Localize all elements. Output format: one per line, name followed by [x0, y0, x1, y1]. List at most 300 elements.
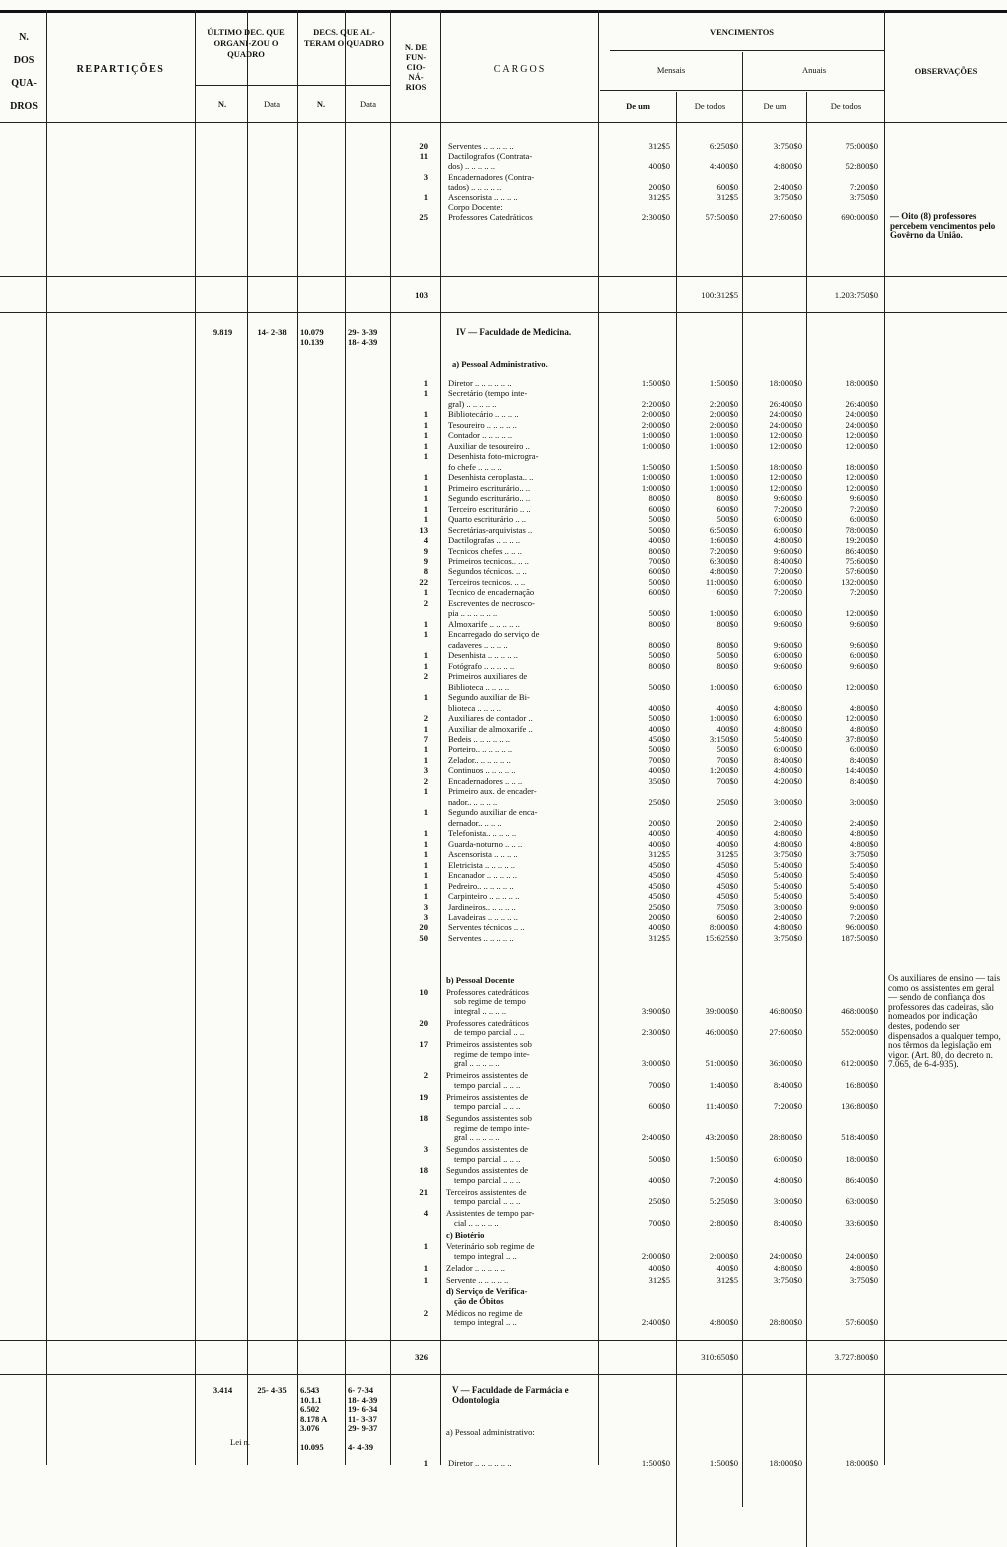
cell-cargo: Tesoureiro .. .. .. .. .. — [448, 419, 517, 430]
section2-subtitle: a) Pessoal Administrativo. — [452, 359, 548, 369]
table-row — [0, 662, 1007, 671]
cell-mensal-de-um: 450$0 — [648, 870, 670, 881]
table-row — [0, 1040, 1007, 1069]
cell-mensal-de-um: 500$0 — [648, 514, 670, 525]
cell-cargo: Primeiros assistentes de — [446, 1091, 529, 1102]
table-row — [0, 1287, 1007, 1306]
cell-mensal-de-um: 2:400$0 — [641, 1317, 670, 1328]
cell-quantity: 21 — [419, 1186, 428, 1197]
cell-quantity: 1 — [423, 1262, 428, 1273]
table-row — [0, 745, 1007, 754]
cell-anual-de-um: 5:400$0 — [773, 870, 802, 881]
cell-anual-de-um: 12:000$0 — [769, 440, 802, 451]
col-header-n-dos-quadros — [2, 26, 46, 118]
cell-anual-de-todos: 7:200$0 — [849, 911, 878, 922]
cell-anual-de-todos: 33:600$0 — [845, 1217, 878, 1228]
cell-cargo: Jardineiros.. .. .. .. .. — [448, 901, 516, 912]
cell-mensal-de-todos: 8:000$0 — [709, 922, 738, 933]
cell-anual-de-todos: 96:000$0 — [845, 922, 878, 933]
cell-mensal-de-todos: 1:000$0 — [709, 482, 738, 493]
cell-mensal-de-todos: 1:000$0 — [709, 430, 738, 441]
cell-cargo: Primeiros assistentes sob — [446, 1039, 532, 1050]
cell-quantity: 2 — [423, 597, 428, 608]
cell-anual-de-um: 6:000$0 — [773, 1153, 802, 1164]
cell-anual-de-um: 6:000$0 — [773, 744, 802, 755]
cell-quantity: 2 — [423, 671, 428, 682]
cell-cargo: Porteiro.. .. .. .. .. .. — [448, 744, 513, 755]
table-row — [0, 536, 1007, 545]
cell-cargo: tempo integral .. .. — [454, 1317, 517, 1328]
table-row — [0, 777, 1007, 786]
cell-quantity: 1 — [423, 192, 428, 202]
cell-cargo: Segundo escriturário.. .. — [448, 493, 531, 504]
table-row — [0, 1231, 1007, 1241]
cell-anual-de-um: 9:600$0 — [773, 639, 802, 650]
cell-anual-de-todos: 63:000$0 — [845, 1196, 878, 1207]
cell-mensal-de-um: 600$0 — [648, 566, 670, 577]
cell-anual-de-todos: 12:000$0 — [845, 482, 878, 493]
cell-anual-de-todos: 5:400$0 — [849, 880, 878, 891]
table-row — [0, 693, 1007, 702]
cell-cargo: Desenhista .. .. .. .. .. — [448, 650, 518, 661]
cell-quantity: 1 — [423, 870, 428, 881]
table-row — [0, 162, 1007, 171]
cell-mensal-de-um: 400$0 — [648, 535, 670, 546]
table-row — [0, 1093, 1007, 1112]
cell-anual-de-todos: 8:400$0 — [849, 754, 878, 765]
col-header-mensais: Mensais — [656, 65, 686, 75]
section2-dec-number: 9.819 — [212, 327, 233, 337]
cell-anual-de-todos: 12:000$0 — [845, 713, 878, 724]
cell-anual-de-um: 24:000$0 — [769, 1250, 802, 1261]
cell-mensal-de-um: 400$0 — [648, 1262, 670, 1273]
cell-cargo: Segundos técnicos. .. .. — [448, 566, 527, 577]
cell-mensal-de-um: 500$0 — [648, 650, 670, 661]
cell-quantity: 1 — [423, 409, 428, 420]
table-row — [0, 829, 1007, 838]
cell-cargo: Encadernadores .. .. .. — [448, 775, 523, 786]
cell-anual-de-um: 6:000$0 — [773, 576, 802, 587]
section3-decs-dates — [348, 1386, 390, 1452]
cell-anual-de-um: 3:000$0 — [773, 1196, 802, 1207]
cell-cargo: Primeiros auxiliares de — [448, 671, 528, 682]
cell-anual-de-todos: 26:400$0 — [845, 398, 878, 409]
cell-mensal-de-todos: 450$0 — [716, 870, 738, 881]
cell-quantity: 22 — [419, 576, 428, 587]
cell-cargo: gral .. .. .. .. .. — [454, 1132, 500, 1143]
cell-mensal-de-todos: 1:000$0 — [709, 440, 738, 451]
table-row — [0, 484, 1007, 493]
cell-mensal-de-um: 1:500$0 — [641, 378, 670, 388]
cell-anual-de-um: 26:400$0 — [769, 398, 802, 409]
section1-total-row — [0, 291, 1007, 300]
table-row — [0, 1071, 1007, 1090]
cell-cargo: Segundos assistentes de — [446, 1144, 529, 1154]
cell-anual-de-um: 24:000$0 — [769, 419, 802, 430]
cell-anual-de-um: 9:600$0 — [773, 545, 802, 556]
table-row — [0, 389, 1007, 398]
cell-anual-de-todos: 6:000$0 — [849, 650, 878, 661]
cell-anual-de-todos: 4:800$0 — [849, 828, 878, 839]
header-line: CIO- — [406, 62, 426, 72]
cell-anual-de-um: 8:400$0 — [773, 555, 802, 566]
cell-cargo: Zelador .. .. .. .. .. — [446, 1262, 505, 1273]
cell-anual-de-todos: 136:800$0 — [841, 1101, 878, 1112]
table-row — [0, 609, 1007, 618]
cell-cargo: Lavadeiras .. .. .. .. .. — [448, 911, 518, 922]
cell-quantity: 3 — [423, 171, 428, 182]
cell-anual-de-todos: 8:400$0 — [849, 775, 878, 786]
cell-cargo: d) Serviço de Verifica- — [446, 1286, 528, 1297]
cell-quantity: 1 — [423, 493, 428, 504]
cell-anual-de-todos: 57:600$0 — [845, 566, 878, 577]
cell-anual-de-todos: 18:000$0 — [845, 1458, 878, 1468]
cell-quantity: 1 — [423, 451, 428, 462]
cell-anual-de-todos: 86:400$0 — [845, 545, 878, 556]
table-row — [0, 808, 1007, 817]
cell-anual-de-um: 5:400$0 — [773, 891, 802, 902]
cell-mensal-de-todos: 1:600$0 — [709, 535, 738, 546]
cell-anual-de-todos: 9:600$0 — [849, 660, 878, 671]
cell-anual-de-um: 4:200$0 — [773, 775, 802, 786]
cell-cargo: Contador .. .. .. .. .. — [448, 430, 513, 441]
cell-cargo: Bedeis .. .. .. .. .. .. — [448, 733, 511, 744]
cell-mensal-de-todos: 1:000$0 — [709, 681, 738, 692]
cell-quantity: 1 — [423, 514, 428, 525]
section2-observation: Os auxiliares de ensino — tais como os assistentes em geral — sendo de confiança dos professores das cadeiras, são nomeados por indicação destes, podendo ser dispensados a qualquer tempo, nos têrmos da legislação em vigor. (Art. 80, do decreto n. 7.065, de 6-4-935). — [888, 973, 1001, 1070]
cell-mensal-de-um: 2:000$0 — [641, 419, 670, 430]
cell-mensal-de-todos: 750$0 — [716, 901, 738, 912]
cell-quantity: 1 — [423, 503, 428, 514]
cell-cargo: Telefonista.. .. .. .. .. — [448, 828, 517, 839]
cell-quantity: 1 — [423, 838, 428, 849]
dec-number: 6.543 — [300, 1385, 320, 1395]
table-row — [0, 882, 1007, 891]
cell-anual-de-todos: 690:000$0 — [841, 212, 878, 223]
cell-anual-de-todos: 12:000$0 — [845, 608, 878, 619]
cell-mensal-de-todos: 1:500$0 — [709, 461, 738, 472]
cell-anual-de-um: 12:000$0 — [769, 472, 802, 483]
dec-date: 29- 3-39 — [348, 327, 378, 337]
cell-mensal-de-todos: 51:000$0 — [705, 1058, 738, 1069]
cell-anual-de-todos: 3:750$0 — [849, 849, 878, 860]
cell-cargo: b) Pessoal Docente — [446, 975, 515, 985]
cell-anual-de-um: 3:750$0 — [773, 849, 802, 860]
cell-cargo: Escreventes de necrosco- — [448, 597, 535, 608]
cell-anual-de-todos: 14:400$0 — [845, 765, 878, 776]
cell-mensal-de-um: 450$0 — [648, 891, 670, 902]
cell-quantity: 1 — [423, 472, 428, 483]
cell-quantity: 18 — [419, 1113, 428, 1123]
sub-header-data: Data — [359, 99, 377, 109]
cell-anual-de-todos: 78:000$0 — [845, 524, 878, 535]
cell-anual-de-todos: 552:000$0 — [841, 1027, 878, 1038]
table-row — [0, 630, 1007, 639]
cell-quantity: 11 — [419, 151, 428, 162]
dec-number: 3.076 — [300, 1423, 320, 1433]
cell-anual-de-todos: 9:600$0 — [849, 639, 878, 650]
cell-mensal-de-um: 1:500$0 — [641, 461, 670, 472]
section1-observation: — Oito (8) professores percebem vencimentos pelo Govêrno da União. — [890, 211, 996, 241]
cell-mensal-de-um: 700$0 — [648, 555, 670, 566]
table-row — [0, 1309, 1007, 1328]
cell-mensal-de-um: 450$0 — [648, 880, 670, 891]
cell-cargo: Segundo auxiliar de enca- — [448, 807, 538, 818]
col-header-ultimo-dec: ÚLTIMO DEC. QUE ORGANI-ZOU O QUADRO — [207, 27, 285, 59]
cell-mensal-de-todos: 600$0 — [716, 181, 738, 192]
cell-mensal-de-todos: 1:500$0 — [709, 1458, 738, 1468]
cell-mensal-de-todos: 400$0 — [716, 838, 738, 849]
cell-mensal-de-todos: 1:400$0 — [709, 1079, 738, 1090]
cell-anual-de-um: 4:800$0 — [773, 1174, 802, 1185]
cell-mensal-de-todos: 11:000$0 — [705, 576, 738, 587]
cell-anual-de-um: 4:800$0 — [773, 535, 802, 546]
cell-cargo: Continuos .. .. .. .. .. — [448, 765, 516, 776]
cell-cargo: fo chefe .. .. .. .. — [448, 461, 502, 472]
cell-cargo: Professores catedráticos — [446, 986, 529, 997]
cell-cargo: Almoxarife .. .. .. .. .. — [448, 618, 520, 629]
table-row — [0, 173, 1007, 182]
cell-mensal-de-um: 800$0 — [648, 493, 670, 504]
cell-cargo: Pedreiro.. .. .. .. .. .. — [448, 880, 514, 891]
cell-mensal-de-um: 312$5 — [648, 192, 670, 202]
cell-quantity: 1 — [423, 828, 428, 839]
cell-anual-de-todos: 187:500$0 — [841, 932, 878, 943]
cell-anual-de-todos: 4:800$0 — [849, 838, 878, 849]
cell-quantity: 1 — [423, 440, 428, 451]
cell-anual-de-todos: 5:400$0 — [849, 859, 878, 870]
cell-mensal-de-todos: 1:000$0 — [709, 472, 738, 483]
total-n: 103 — [415, 290, 428, 300]
cell-cargo: Primeiros assistentes de — [446, 1070, 529, 1081]
cell-cargo: Guarda-noturno .. .. .. — [448, 838, 523, 849]
cell-mensal-de-um: 312$5 — [648, 932, 670, 943]
cell-anual-de-todos: 4:800$0 — [849, 1262, 878, 1273]
cell-mensal-de-todos: 400$0 — [716, 702, 738, 713]
cell-anual-de-um: 18:000$0 — [769, 461, 802, 472]
table-row — [0, 913, 1007, 922]
cell-mensal-de-um: 312$5 — [648, 849, 670, 860]
cell-mensal-de-todos: 2:800$0 — [709, 1217, 738, 1228]
table-row — [0, 787, 1007, 796]
table-row — [0, 599, 1007, 608]
table-row — [0, 410, 1007, 419]
dec-number: 10.1.1 — [300, 1394, 322, 1405]
cell-mensal-de-um: 2:400$0 — [641, 1132, 670, 1143]
cell-anual-de-todos: 18:000$0 — [845, 1153, 878, 1164]
col-header-n-de-funcionarios — [392, 42, 440, 92]
cell-quantity: 1 — [423, 1458, 428, 1468]
header-line: N. DE — [404, 42, 428, 52]
dec-number: 10.095 — [300, 1441, 324, 1452]
sub-header-de-um: De um — [626, 101, 650, 111]
cell-anual-de-um: 9:600$0 — [773, 618, 802, 629]
cell-mensal-de-um: 600$0 — [648, 1101, 670, 1112]
cell-quantity: 3 — [423, 1144, 428, 1154]
cell-quantity: 2 — [423, 1070, 428, 1081]
cell-mensal-de-todos: 450$0 — [716, 859, 738, 870]
cell-mensal-de-um: 800$0 — [648, 639, 670, 650]
cell-quantity: 1 — [423, 618, 428, 629]
cell-anual-de-todos: 57:600$0 — [845, 1317, 878, 1328]
cell-anual-de-todos: 7:200$0 — [849, 181, 878, 192]
cell-mensal-de-todos: 600$0 — [716, 503, 738, 514]
sub-header-de-um: De um — [763, 101, 787, 111]
dec-date: 29- 9-37 — [348, 1423, 378, 1433]
header-line: N. — [19, 32, 29, 43]
cell-mensal-de-um: 400$0 — [648, 723, 670, 734]
cell-quantity: 1 — [423, 482, 428, 493]
cell-cargo: tados) .. .. .. .. .. — [448, 181, 502, 192]
cell-quantity: 1 — [423, 692, 428, 703]
cell-mensal-de-todos: 6:250$0 — [709, 141, 738, 151]
cell-mensal-de-todos: 500$0 — [716, 514, 738, 525]
cell-cargo: ção de Óbitos — [454, 1295, 504, 1306]
cell-mensal-de-todos: 2:000$0 — [709, 1250, 738, 1261]
cell-mensal-de-um: 500$0 — [648, 744, 670, 755]
section2-decs-dates — [348, 328, 390, 347]
cell-cargo: tempo parcial .. .. .. — [454, 1196, 521, 1207]
cell-cargo: Servente .. .. .. .. .. — [446, 1274, 509, 1285]
cell-anual-de-um: 4:800$0 — [773, 161, 802, 172]
cell-cargo: Secretárias-arquivistas .. — [448, 524, 533, 535]
cell-quantity: 7 — [423, 733, 428, 744]
section3-subtitle: a) Pessoal administrativo: — [446, 1427, 535, 1437]
cell-cargo: Corpo Docente: — [448, 202, 503, 213]
table-row — [0, 452, 1007, 461]
table-row — [0, 756, 1007, 765]
cell-mensal-de-todos: 2:000$0 — [709, 409, 738, 420]
dec-date: 6- 7-34 — [348, 1385, 374, 1395]
cell-anual-de-um: 2:400$0 — [773, 181, 802, 192]
cell-mensal-de-todos: 1:500$0 — [709, 1153, 738, 1164]
cell-anual-de-um: 7:200$0 — [773, 1101, 802, 1112]
cell-anual-de-todos: 2:400$0 — [849, 817, 878, 828]
cell-anual-de-um: 3:750$0 — [773, 1274, 802, 1285]
dec-date: 18- 4-39 — [348, 1394, 378, 1405]
cell-mensal-de-todos: 15:625$0 — [705, 932, 738, 943]
cell-quantity: 1 — [423, 891, 428, 902]
header-line: RIOS — [405, 82, 427, 92]
cell-cargo: Ascensorista .. .. .. .. — [448, 849, 518, 860]
cell-anual-de-um: 5:400$0 — [773, 733, 802, 744]
cell-cargo: Diretor .. .. .. .. .. .. — [448, 1458, 512, 1468]
table-row — [0, 526, 1007, 535]
cell-quantity: 1 — [423, 650, 428, 661]
cell-quantity: 1 — [423, 629, 428, 640]
cell-mensal-de-todos: 400$0 — [716, 1262, 738, 1273]
cell-quantity: 25 — [419, 212, 428, 223]
cell-mensal-de-um: 1:500$0 — [641, 1458, 670, 1468]
cell-quantity: 2 — [423, 775, 428, 786]
total-anual: 1.203:750$0 — [834, 290, 878, 300]
cell-cargo: cial .. .. .. .. .. — [454, 1217, 499, 1228]
table-row — [0, 840, 1007, 849]
cell-cargo: Carpinteiro .. .. .. .. .. — [448, 891, 520, 902]
cell-anual-de-todos: 19:200$0 — [845, 535, 878, 546]
section3-lei: Lei n. — [230, 1437, 251, 1447]
cell-cargo: Tecnicos chefes .. .. .. — [448, 545, 522, 556]
cell-mensal-de-todos: 312$5 — [716, 1274, 738, 1285]
cell-cargo: Ascensorista .. .. .. .. — [448, 192, 518, 202]
cell-cargo: Encadernadores (Contra- — [448, 171, 535, 182]
cell-quantity: 2 — [423, 1307, 428, 1318]
cell-anual-de-um: 12:000$0 — [769, 430, 802, 441]
cell-mensal-de-um: 1:000$0 — [641, 430, 670, 441]
section2-decs-numbers — [300, 328, 344, 347]
cell-mensal-de-um: 400$0 — [648, 161, 670, 172]
cell-mensal-de-um: 600$0 — [648, 503, 670, 514]
cell-mensal-de-todos: 400$0 — [716, 723, 738, 734]
table-row — [0, 871, 1007, 880]
cell-cargo: Secretário (tempo inte- — [448, 388, 528, 399]
cell-quantity: 2 — [423, 713, 428, 724]
cell-cargo: Terceiro escriturário .. .. — [448, 503, 531, 514]
cell-anual-de-um: 28:800$0 — [769, 1317, 802, 1328]
cell-mensal-de-todos: 39:000$0 — [705, 1005, 738, 1016]
cell-quantity: 18 — [419, 1165, 428, 1176]
table-row — [0, 431, 1007, 440]
table-row — [0, 923, 1007, 932]
cell-anual-de-todos: 6:000$0 — [849, 514, 878, 525]
cell-cargo: sob regime de tempo — [454, 996, 526, 1007]
cell-mensal-de-um: 400$0 — [648, 838, 670, 849]
cell-mensal-de-todos: 600$0 — [716, 587, 738, 598]
cell-quantity: 1 — [423, 849, 428, 860]
cell-mensal-de-um: 500$0 — [648, 713, 670, 724]
dec-date: 11- 3-37 — [348, 1413, 377, 1424]
section2-title: IV — Faculdade de Medicina. — [456, 327, 572, 337]
table-row — [0, 193, 1007, 202]
cell-cargo: Segundo auxiliar de Bi- — [448, 692, 530, 703]
cell-quantity: 13 — [419, 524, 428, 535]
cell-anual-de-um: 4:800$0 — [773, 828, 802, 839]
cell-mensal-de-um: 450$0 — [648, 859, 670, 870]
cell-anual-de-todos: 518:400$0 — [841, 1132, 878, 1143]
cell-mensal-de-um: 400$0 — [648, 922, 670, 933]
section1-total-top-rule — [0, 276, 1007, 277]
cell-anual-de-todos: 9:600$0 — [849, 493, 878, 504]
cell-anual-de-todos: 468:000$0 — [841, 1005, 878, 1016]
cell-mensal-de-um: 2:000$0 — [641, 409, 670, 420]
cell-cargo: regime de tempo inte- — [454, 1122, 530, 1133]
cell-mensal-de-todos: 700$0 — [716, 754, 738, 765]
table-row — [0, 1242, 1007, 1261]
cell-quantity: 1 — [423, 1274, 428, 1285]
cell-anual-de-um: 8:400$0 — [773, 1079, 802, 1090]
cell-anual-de-um: 7:200$0 — [773, 587, 802, 598]
cell-cargo: Auxiliares de contador .. — [448, 713, 533, 724]
total-anual: 3.727:800$0 — [834, 1352, 878, 1362]
cell-anual-de-todos: 5:400$0 — [849, 891, 878, 902]
table-row — [0, 203, 1007, 212]
cell-mensal-de-todos: 2:200$0 — [709, 398, 738, 409]
cell-mensal-de-todos: 57:500$0 — [705, 212, 738, 223]
cell-anual-de-um: 5:400$0 — [773, 859, 802, 870]
cell-quantity: 19 — [419, 1091, 428, 1102]
cell-anual-de-todos: 7:200$0 — [849, 503, 878, 514]
cell-cargo: tempo parcial .. .. .. — [454, 1079, 521, 1090]
cell-mensal-de-todos: 1:500$0 — [709, 378, 738, 388]
table-row — [0, 766, 1007, 775]
cell-anual-de-todos: 18:000$0 — [845, 461, 878, 472]
cell-mensal-de-um: 500$0 — [648, 1153, 670, 1164]
cell-quantity: 1 — [423, 744, 428, 755]
table-row — [0, 988, 1007, 1017]
cell-quantity: 4 — [423, 535, 428, 546]
cell-cargo: Desenhista foto-microgra- — [448, 451, 539, 462]
cell-quantity: 10 — [419, 986, 428, 997]
